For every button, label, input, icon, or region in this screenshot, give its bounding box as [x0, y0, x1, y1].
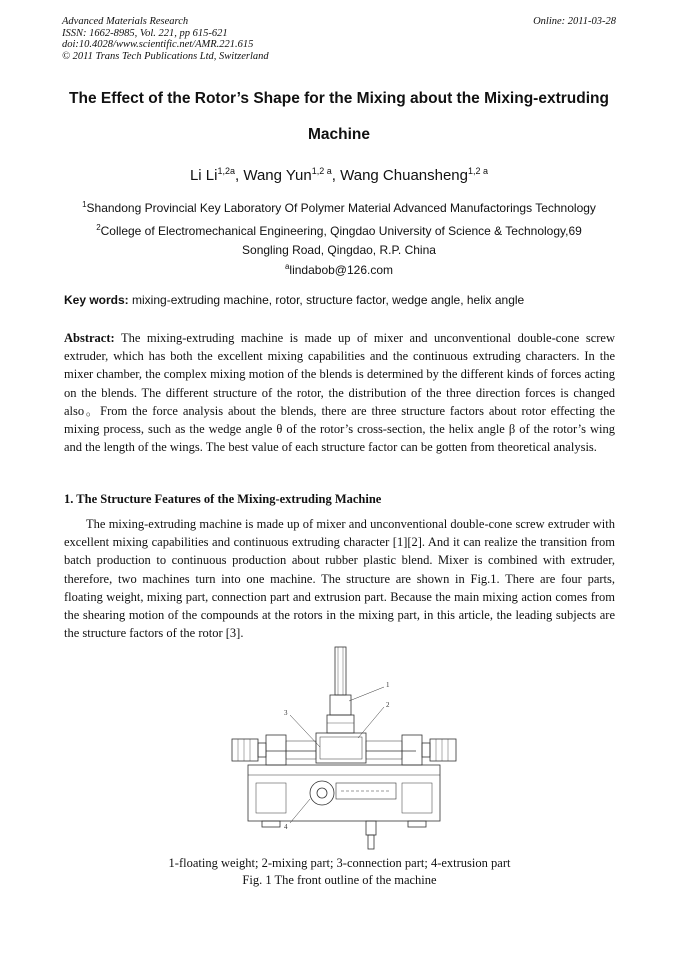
abstract-label: Abstract:	[64, 331, 115, 345]
figure-label: 4	[284, 823, 288, 831]
affiliation-1	[40, 195, 638, 218]
base-frame	[248, 765, 440, 821]
author-affiliation-mark: 1,2 a	[468, 166, 489, 176]
extrusion-part-gear	[310, 781, 334, 805]
abstract	[64, 329, 615, 456]
keywords-text: mixing-extruding machine, rotor, structure factor, wedge angle, helix angle	[128, 293, 525, 307]
floating-weight-column	[335, 647, 346, 695]
abstract-text: The mixing-extruding machine is made up of mixer and unconventional double-cone screw extruder, which has both the excellent mixing capabilities and the continuous extruding characters. In the mixer chamber, the complex mixing motion of the blends is determined by the different kinds of forces acting on the blends. The different structure of the rotor, the distribution of the three direction forces is changed also。From the force analysis about the blends, there are three structure factors about rotor effecting the mixing process, such as the wedge angle θ of the rotor’s cross-section, the helix angle β of the rotor’s wing and the length of the wings. The best value of each structure factor can be gotten from theoretical analysis.	[64, 331, 615, 455]
paper-title-line1: The Effect of the Rotor’s Shape for the Mixing about the Mixing-extruding	[69, 90, 609, 107]
section-heading: 1. The Structure Features of the Mixing-extruding Machine	[64, 492, 382, 506]
keywords	[64, 293, 616, 307]
floating-weight-housing	[330, 695, 351, 715]
affiliation-text: Shandong Provincial Key Laboratory Of Polymer Material Advanced Manufactorings Technology	[86, 201, 596, 215]
author-separator: ,	[235, 167, 244, 184]
figure-label: 1	[386, 681, 390, 689]
issn-line: ISSN: 1662-8985, Vol. 221, pp 615-621	[62, 27, 228, 39]
author-separator: ,	[331, 167, 341, 184]
online-date: Online: 2011-03-28	[533, 16, 616, 27]
figure-legend: 1-floating weight; 2-mixing part; 3-connection part; 4-extrusion part	[168, 856, 511, 870]
author-name: Wang Yun	[243, 167, 312, 184]
author-name: Li Li	[189, 167, 218, 184]
figure-label: 3	[284, 709, 288, 717]
figure-label: 2	[386, 701, 390, 709]
author-list	[40, 166, 638, 184]
left-motor	[232, 739, 258, 761]
affiliation-text: College of Electromechanical Engineering, Qingdao University of Science & Technology,69	[100, 224, 582, 238]
journal-name: Advanced Materials Research	[62, 16, 189, 27]
contact-email	[40, 257, 638, 280]
author-affiliation-mark: 1,2 a	[311, 166, 332, 176]
affiliation-2-continued: Songling Road, Qingdao, R.P. China	[242, 243, 436, 257]
author-affiliation-mark: 1,2a	[217, 166, 236, 176]
machine-figure	[226, 643, 462, 853]
email-mark: a	[284, 262, 290, 271]
email-address: lindabob@126.com	[289, 263, 394, 277]
copyright-line: © 2011 Trans Tech Publications Ltd, Switzerland	[62, 50, 269, 62]
affiliation-2	[40, 218, 638, 241]
affiliation-mark: 2	[96, 223, 101, 232]
body-paragraph: The mixing-extruding machine is made up of mixer and unconventional double-cone screw extruder with excellent mixing capabilities and continuous extruding character [1][2]. And it can realize the transition from batch production to continuous production about rubber plastic blend. Mixer is combined with extruder, therefore, two machines turn into one machine. The structure are shown in Fig.1. There are four parts, floating weight, mixing part, connection part and extrusion part. Because the main mixing action comes from the shearing motion of the compounds at the rotors in the mixing part, in this article, the leading subjects are the structure factors of the rotor [3].	[64, 517, 615, 641]
affiliation-mark: 1	[82, 200, 87, 209]
paper-title-line2: Machine	[307, 126, 370, 143]
doi-line: doi:10.4028/www.scientific.net/AMR.221.615	[62, 39, 254, 50]
keywords-label: Key words:	[64, 293, 129, 307]
affiliations	[40, 195, 638, 260]
author-name: Wang Chuansheng	[340, 167, 468, 184]
right-motor	[430, 739, 456, 761]
figure-caption: Fig. 1 The front outline of the machine	[242, 873, 437, 887]
journal-header	[62, 16, 269, 62]
